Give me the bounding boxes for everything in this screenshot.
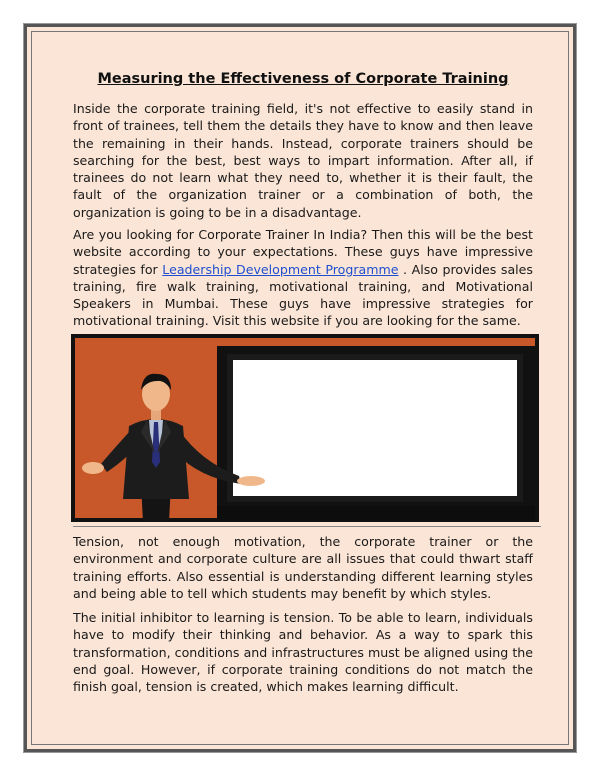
document-page xyxy=(24,24,576,752)
divider-line xyxy=(73,526,541,527)
whiteboard-surface xyxy=(233,360,517,496)
paragraph-intro: Inside the corporate training field, it's not effective to easily stand in front of trainees, tell them the details they have to know and then leave the remaining in their hands. Instead, corporate trainers should be searching for the best, best ways to impart information. After all, if trainees do not learn what they need to, whether it is their fault, the fault of the organization trainer or a combination of both, the organization is going to be in a disadvantage. xyxy=(73,101,533,220)
presenter-whiteboard-illustration xyxy=(71,334,539,522)
paragraph-text-after-link: . Also provides sales training, fire walk training, motivational training, and Motivational Speakers in Mumbai. These guys have impressive strategies for motivational training. Visit this website if you are looking for the same. xyxy=(73,261,533,329)
paragraph-corporate-trainer xyxy=(73,226,533,330)
paragraph-tension: Tension, not enough motivation, the corporate trainer or the environment and corporate culture are all issues that could thwart staff training efforts. Also essential is understanding different learning styles and being able to tell which students may benefit by which styles. xyxy=(73,534,533,601)
paragraph-text-before-link: Are you looking for Corporate Trainer In India? Then this will be the best website according to your expectations. These guys have impressive strategies for xyxy=(73,227,533,277)
leadership-development-link[interactable]: Leadership Development Programme xyxy=(162,261,399,277)
document-title: Measuring the Effectiveness of Corporate Training xyxy=(97,71,509,87)
whiteboard-tray xyxy=(217,506,535,520)
paragraph-inhibitor: The initial inhibitor to learning is tension. To be able to learn, individuals have to modify their thinking and behavior. As a way to spark this transformation, conditions and infrastructures must be aligned using the end goal. However, if corporate training conditions do not match the finish goal, tension is created, which makes learning difficult. xyxy=(73,610,533,695)
